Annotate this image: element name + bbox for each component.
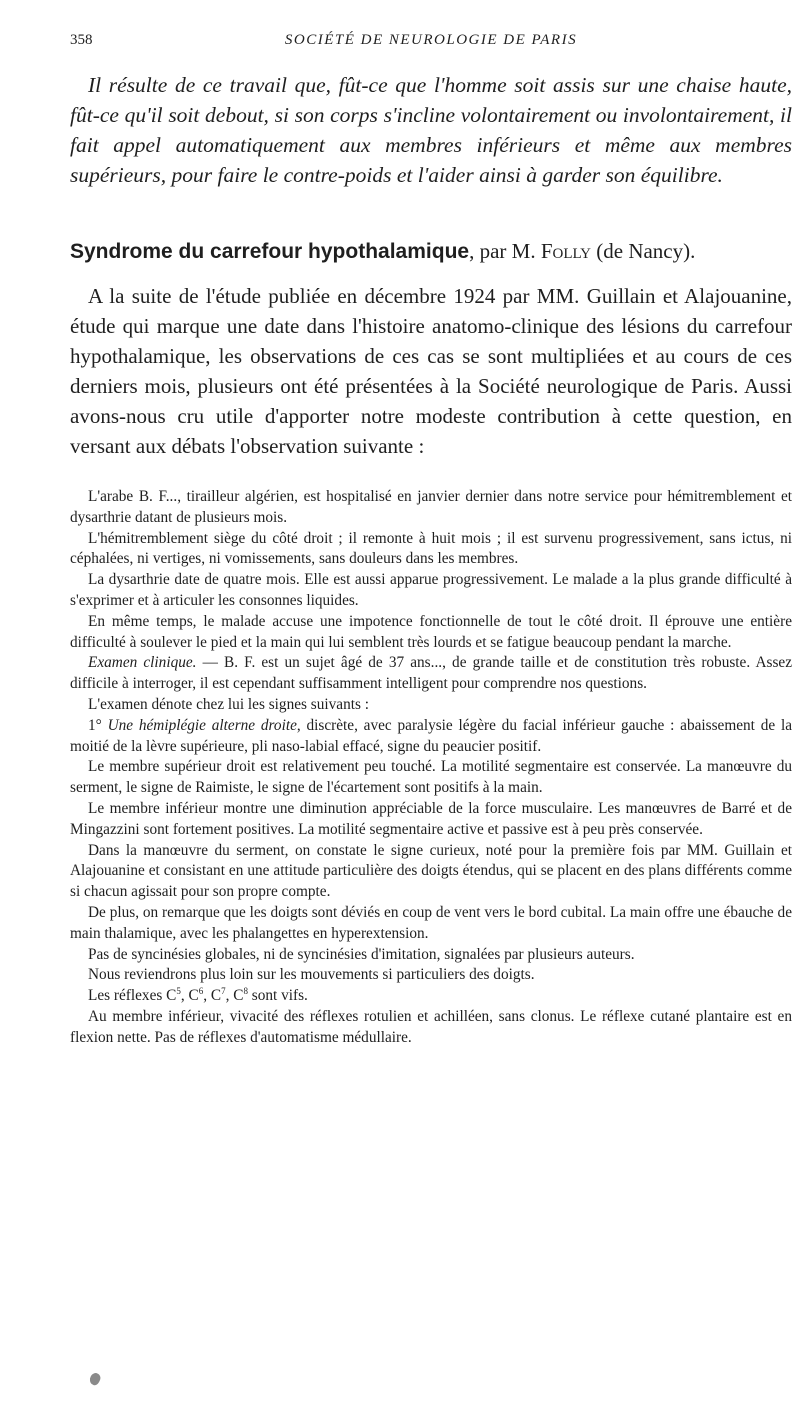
obs-paragraph: Le membre inférieur montre une diminution appréciable de la force musculaire. Les manœuvres de Barré et de Mingazzini sont fortement positives. La motilité segmentaire active et passive est à peu près conservée. xyxy=(70,799,792,838)
author-affiliation: (de Nancy). xyxy=(591,239,696,263)
obs-paragraph: Nous reviendrons plus loin sur les mouvements si particuliers des doigts. xyxy=(88,966,535,984)
obs-paragraph: En même temps, le malade accuse une impotence fonctionnelle de tout le côté droit. Il éprouve une entière difficulté à soulever le pied et la main qui lui semblent très lourds et se fatigue beaucoup pendant la marche. xyxy=(70,612,792,651)
reflex-text: , C xyxy=(203,987,222,1005)
conclusion-paragraph: Il résulte de ce travail que, fût-ce que l'homme soit assis sur une chaise haute, fût-ce qu'il soit debout, si son corps s'incline volontairement ou involontairement, il fait appel automatiquement aux membres inférieurs et même aux membres supérieurs, pour faire le contre-poids et l'aider ainsi à garder son équilibre. xyxy=(70,73,792,187)
hemiplegie-text: , discrète, avec paralysie légère du facial inférieur gauche : abaissement de la moitié de la lèvre supérieure, pli naso-labial effacé, signe du peaucier positif. xyxy=(70,716,792,755)
article-heading xyxy=(70,236,792,267)
running-head xyxy=(70,32,792,56)
byline-prefix: , par M. xyxy=(469,239,541,263)
intro-paragraph: A la suite de l'étude publiée en décembre 1924 par MM. Guillain et Alajouanine, étude qui marque une date dans l'histoire anatomo-clinique des lésions du carrefour hypothalamique, les observations de ces cas se sont multipliées et au cours de ces derniers mois, plusieurs ont été présentées à la Société neurologique de Paris. Aussi avons-nous cru utile d'apporter notre modeste contribution à cette question, en versant aux débats l'observation suivante : xyxy=(70,284,792,458)
obs-paragraph: L'examen dénote chez lui les signes suivants : xyxy=(88,695,369,713)
obs-paragraph: Le membre supérieur droit est relativement peu touché. La motilité segmentaire est conservée. La manœuvre du serment, le signe de Raimiste, le signe de l'écartement sont positifs à la main. xyxy=(70,758,792,797)
ink-mark xyxy=(88,1371,103,1386)
examen-text: — B. F. est un sujet âgé de 37 ans..., de grande taille et de constitution très robuste. Assez difficile à interroger, il est cependant suffisamment intelligent pour comprendre nos questions. xyxy=(70,654,792,693)
reflex-sup: 6 xyxy=(198,986,204,997)
obs-paragraph-reflexes xyxy=(70,986,792,1007)
obs-paragraph: Dans la manœuvre du serment, on constate le signe curieux, noté pour la première fois par MM. Guillain et Alajouanine et consistant en une attitude particulière des doigts étendus, qui se placent en des plans différents comme si chacun agissait pour son propre compte. xyxy=(70,841,792,901)
page xyxy=(70,32,792,1049)
obs-paragraph: Pas de syncinésies globales, ni de syncinésies d'imitation, signalées par plusieurs auteurs. xyxy=(88,945,635,963)
page-number: 358 xyxy=(70,32,93,48)
hemiplegie-label: Une hémiplégie alterne droite xyxy=(107,716,297,734)
reflex-text: , C xyxy=(225,987,244,1005)
obs-paragraph: L'arabe B. F..., tirailleur algérien, est hospitalisé en janvier dernier dans notre service pour hémitremblement et dysarthrie datant de plusieurs mois. xyxy=(70,488,792,526)
examen-label: Examen clinique. xyxy=(88,654,197,672)
reflex-text: sont vifs. xyxy=(247,987,308,1005)
obs-paragraph: De plus, on remarque que les doigts sont déviés en coup de vent vers le bord cubital. La main offre une ébauche de main thalamique, avec les phalangettes en hyperextension. xyxy=(70,903,792,942)
obs-paragraph: Au membre inférieur, vivacité des réflexes rotulien et achilléen, sans clonus. Le réflexe cutané plantaire est en flexion nette. Pas de réflexes d'automatisme médullaire. xyxy=(70,1007,792,1046)
reflex-sup: 7 xyxy=(221,986,226,997)
obs-paragraph-examen xyxy=(70,653,792,695)
article-title: Syndrome du carrefour hypothalamique xyxy=(70,240,470,263)
list-number: 1° xyxy=(88,716,108,734)
reflex-sup: 8 xyxy=(243,986,248,997)
obs-paragraph-hemiplegie xyxy=(70,716,792,758)
observation xyxy=(70,487,792,1049)
reflex-sup: 5 xyxy=(176,986,181,997)
author-name: Folly xyxy=(540,239,591,263)
reflex-text: Les réflexes C xyxy=(88,987,177,1005)
reflex-text: , C xyxy=(180,987,199,1005)
obs-paragraph: La dysarthrie date de quatre mois. Elle est aussi apparue progressivement. Le malade a la plus grande difficulté à s'exprimer et à articuler les consonnes liquides. xyxy=(70,571,792,609)
running-title: SOCIÉTÉ DE NEUROLOGIE DE PARIS xyxy=(284,32,578,48)
obs-paragraph: L'hémitremblement siège du côté droit ; il remonte à huit mois ; il est survenu progressivement, sans ictus, ni céphalées, ni vertiges, ni vomissements, sans douleurs dans les membres. xyxy=(70,529,792,568)
